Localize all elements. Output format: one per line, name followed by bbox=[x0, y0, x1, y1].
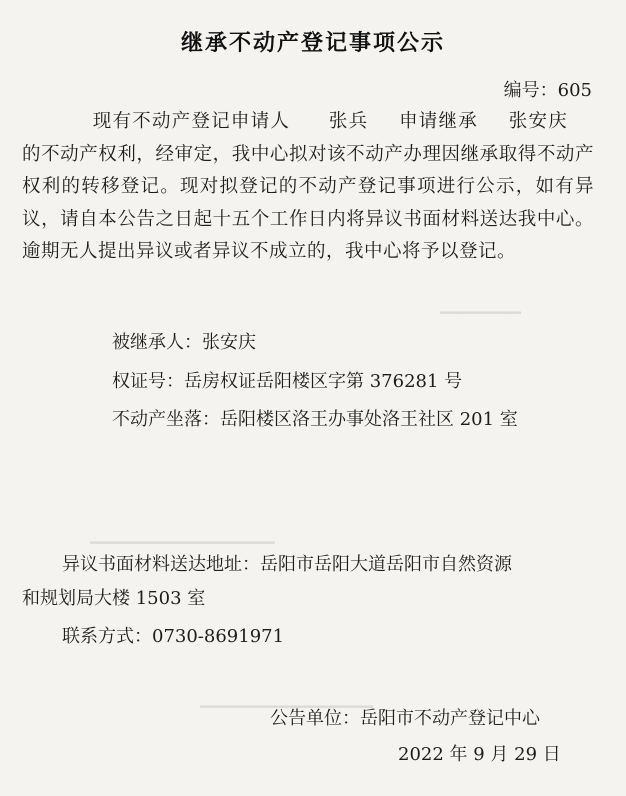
certificate-value: 岳房权证岳阳楼区字第 376281 号 bbox=[184, 371, 463, 392]
decedent-value: 张安庆 bbox=[202, 332, 256, 353]
certificate-label: 权证号： bbox=[112, 371, 184, 392]
location-line bbox=[112, 405, 518, 431]
location-label: 不动产坐落： bbox=[112, 409, 220, 430]
objection-address-line-2 bbox=[22, 584, 205, 610]
body-text-1: 现有不动产登记申请人 bbox=[92, 111, 291, 132]
objection-address-line-1 bbox=[62, 550, 512, 576]
publisher-line bbox=[270, 704, 540, 730]
notice-number bbox=[504, 76, 592, 102]
decedent-label: 被继承人： bbox=[112, 332, 202, 353]
contact-value: 0730-8691971 bbox=[152, 626, 285, 647]
bleed-through-texture: ▁▁▁▁▁▁▁▁▁▁▁▁▁▁▁▁ bbox=[90, 526, 275, 544]
certificate-line bbox=[112, 367, 462, 393]
notice-number-value: 605 bbox=[557, 80, 592, 101]
bleed-through-texture: ▁▁▁▁▁▁▁▁▁▁▁▁▁▁▁ bbox=[200, 690, 374, 708]
notice-body bbox=[22, 106, 594, 269]
objection-address-label: 异议书面材料送达地址： bbox=[62, 554, 260, 575]
decedent-line bbox=[112, 328, 256, 354]
contact-line bbox=[62, 622, 284, 648]
objection-address-value-1: 岳阳市岳阳大道岳阳市自然资源 bbox=[260, 554, 512, 575]
applicant-name: 张兵 bbox=[328, 111, 369, 132]
location-value: 岳阳楼区洛王办事处洛王社区 201 室 bbox=[220, 409, 518, 430]
objection-address-value-2: 和规划局大楼 1503 室 bbox=[22, 588, 206, 609]
publisher-label: 公告单位： bbox=[270, 708, 360, 729]
body-text-2: 申请继承 bbox=[398, 111, 479, 132]
body-text-3: 的不动产权利，经审定，我中心拟对该不动产办理因继承取得不动产权利的转移登记。现对拟登记的不动产登记事项进行公示，如有异议，请自本公告之日起十五个工作日内将异议书面材料送达我中心。逾期无人提出异议或者异议不成立的，我中心将予以登记。 bbox=[22, 143, 594, 262]
deceased-name-inline: 张安庆 bbox=[508, 111, 568, 132]
notice-date: 2022 年 9 月 29 日 bbox=[398, 744, 561, 765]
publisher-value: 岳阳市不动产登记中心 bbox=[360, 708, 540, 729]
notice-number-label: 编号： bbox=[503, 80, 558, 101]
page-title: 继承不动产登记事项公示 bbox=[180, 31, 445, 56]
contact-label: 联系方式： bbox=[62, 626, 152, 647]
bleed-through-texture: ▁▁▁▁▁▁▁ bbox=[440, 296, 521, 314]
